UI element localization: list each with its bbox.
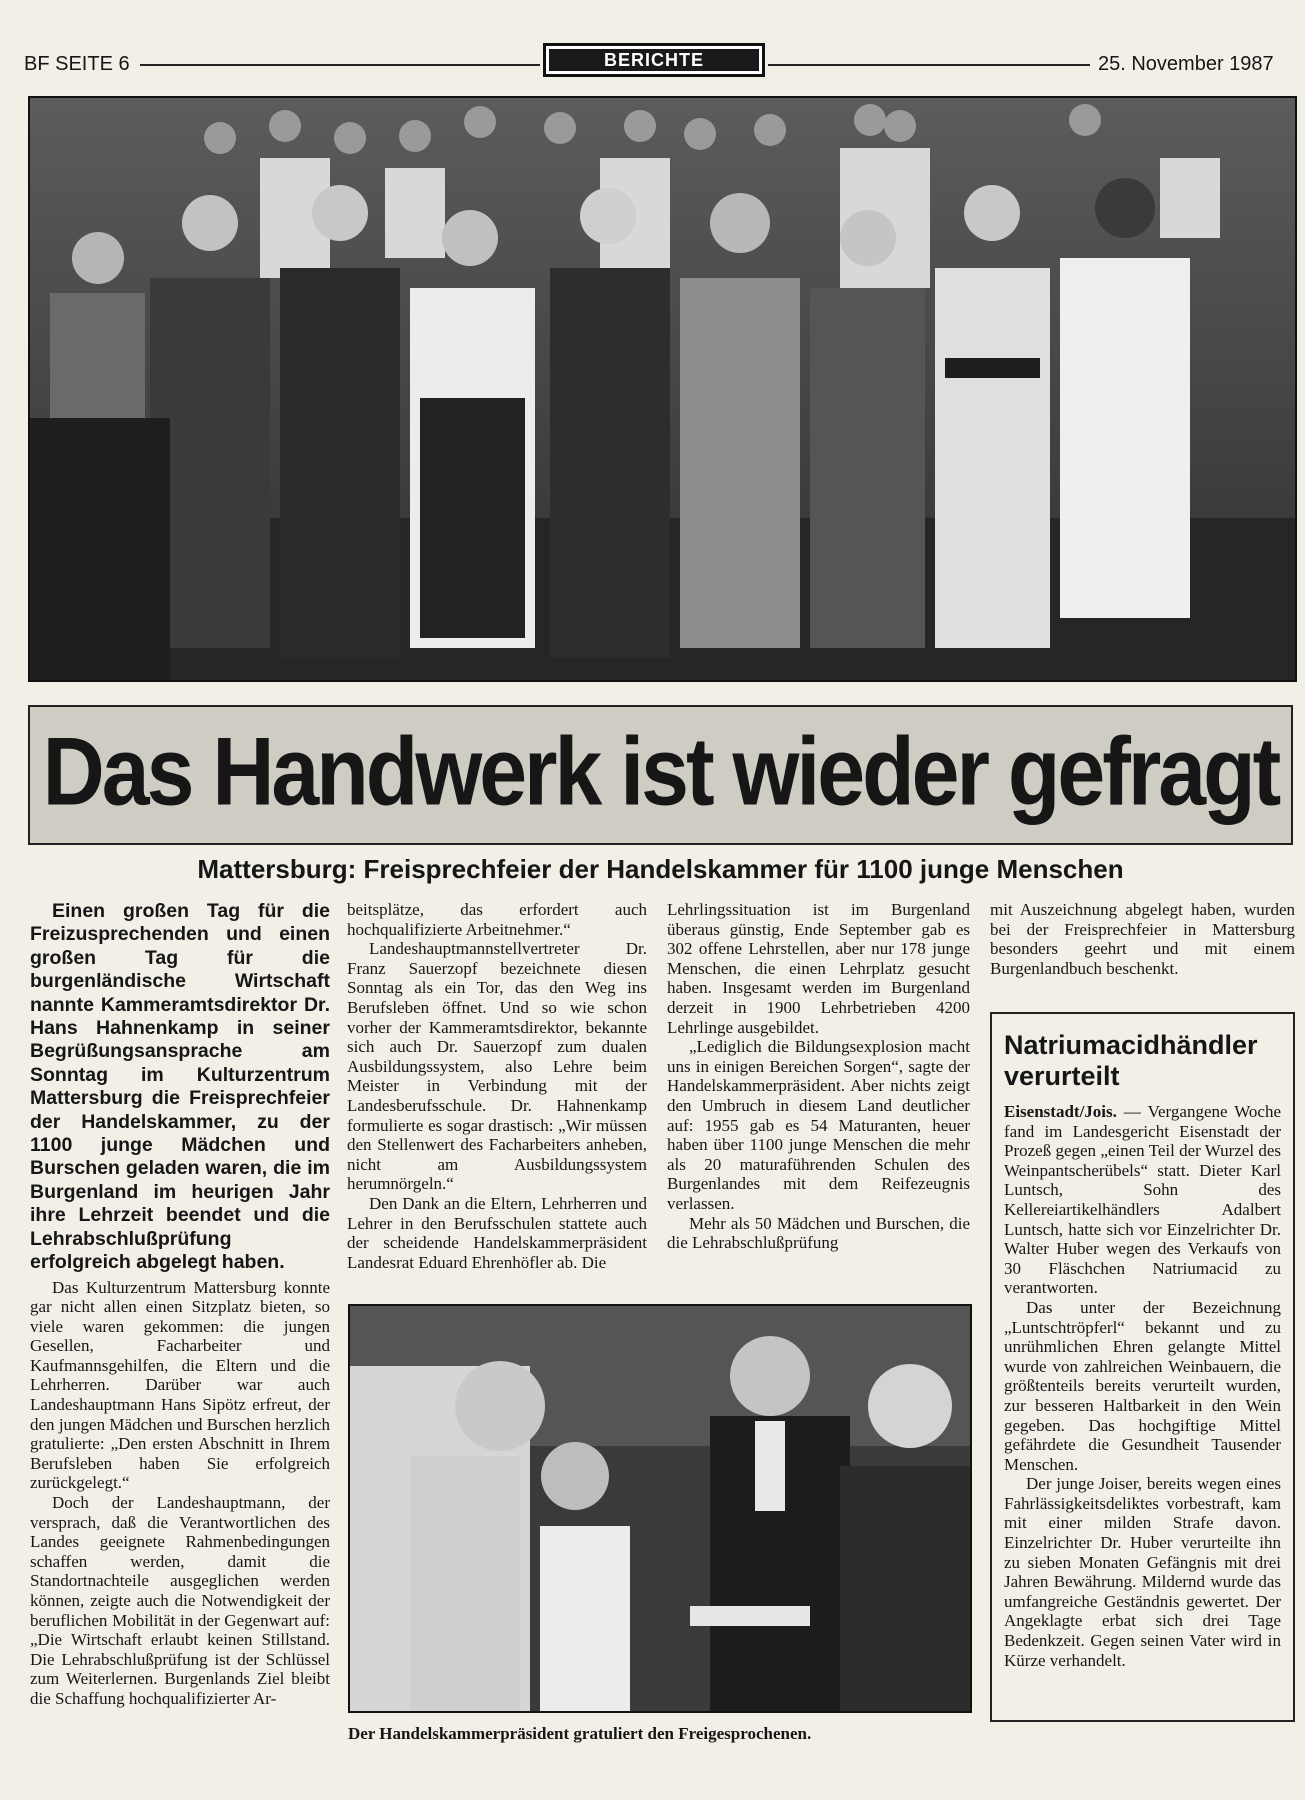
sidebar-paragraph: Das unter der Bezeichnung „Luntschtröpferl“ bekannt und zu unrühmlichen Ehren gelangte Mittel wurde von zahlreichen Weinbauern, die größtenteils bereits verurteilt wurden, zur besseren Haltbarkeit in den Wein gegeben. Das hochgiftige Mittel gefährdete die Gesundheit Tausender Menschen.: [1004, 1297, 1281, 1474]
page-label: BF SEITE 6: [24, 53, 130, 75]
photo-caption: Der Handelskammerpräsident gratuliert den Freigesprochenen.: [348, 1724, 812, 1743]
article-paragraph: Landeshauptmannstellvertreter Dr. Franz Sauerzopf bezeichnete diesen Sonntag als ein Tor, das den Weg ins Berufsleben öffnet. Und so wie schon vorher der Kammeramtsdirektor, bekannte sich auch Dr. Sauerzopf zum dualen Ausbildungssystem, also Lehre beim Meister in Verbindung mit der Landesberufsschule. Dr. Hahnenkamp formulierte es sogar drastisch: „Wir müssen den Stellenwert des Facharbeiters anheben, nicht am Ausbildungssystem herumnörgeln.“: [347, 939, 647, 1194]
article-column-3: [667, 900, 970, 1253]
article-paragraph: Mehr als 50 Mädchen und Burschen, die die Lehrabschlußprüfung: [667, 1213, 970, 1253]
subheadline: Mattersburg: Freisprechfeier der Handelskammer für 1100 junge Menschen: [197, 854, 1124, 884]
headline: Das Handwerk ist wieder gefragt: [42, 718, 1279, 826]
article-column-4: [990, 900, 1295, 978]
issue-date: 25. November 1987: [1098, 53, 1274, 75]
sidebar-title: Natriumacidhändler verurteilt: [1004, 1030, 1258, 1091]
sidebar-paragraph: [1004, 1102, 1281, 1298]
sidebar-paragraph-text: — Vergangene Woche fand im Landesgericht Eisenstadt der Prozeß gegen „einen Teil der Wurzel des Weinpantscherübels“ statt. Dieter Karl Luntsch, Sohn des Kellereiartikelhändlers Adalbert Luntsch, hatte sich vor Einzelrichter Dr. Walter Huber wegen des Verkaufs von 30 Fläschchen Natriumacid zu verantworten.: [1004, 1102, 1282, 1298]
section-label-text: BERICHTE: [549, 49, 759, 71]
article-paragraph: Das Kulturzentrum Mattersburg konnte gar nicht allen einen Sitzplatz bieten, so viele waren gekommen: die jungen Gesellen, Facharbeiter und Kaufmannsgehilfen, die Eltern und die Lehrherren. Darüber war auch Landeshauptmann Hans Sipötz erfreut, der den jungen Mädchen und Burschen herzlich gratulierte: „Den ersten Abschnitt in Ihrem Berufsleben haben Sie erfolgreich zurückgelegt.“: [30, 1277, 330, 1493]
article-paragraph: Lehrlingssituation ist im Burgenland überaus günstig, Ende September gab es 302 offene Lehrstellen, aber nur 178 junge Menschen, die einen Lehrplatz gesucht haben. Insgesamt werden im Burgenland derzeit in 1900 Lehrbetrieben 4200 Lehrlinge ausgebildet.: [667, 900, 970, 1037]
section-label: [543, 43, 765, 77]
article-paragraph: Den Dank an die Eltern, Lehrherren und Lehrer in den Berufsschulen stattete auch der scheidende Handelskammerpräsident Landesrat Eduard Ehrenhöfler ab. Die: [347, 1193, 647, 1272]
award-photo: [348, 1304, 972, 1713]
sidebar-dateline: Eisenstadt/Jois.: [1004, 1102, 1117, 1121]
article-paragraph: Doch der Landeshauptmann, der versprach, daß die Verantwortlichen des Landes geeignete Rahmenbedingungen schaffen werden, damit die Standortnachteile ausgeglichen werden können, zeigte auch die Notwendigkeit der beruflichen Mobilität in der Gegenwart auf: „Die Wirtschaft erlaubt keinen Stillstand. Die Lehrabschlußprüfung ist der Schlüssel zum Weiterlernen. Burgenlands Ziel bleibt die Schaffung hochqualifizierter Ar-: [30, 1493, 330, 1708]
article-lead: Einen großen Tag für die Freizusprechenden und einen großen Tag für die burgenländische Wirtschaft nannte Kammeramtsdirektor Dr. Hans Hahnenkamp in seiner Begrüßungsansprache am Sonntag im Kulturzentrum Mattersburg die Freisprechfeier der Handelskammer, zu der 1100 junge Mädchen und Burschen geladen waren, die im Burgenland im heurigen Jahr ihre Lehrzeit beendet und die Lehrabschlußprüfung erfolgreich abgelegt haben.: [30, 900, 330, 1274]
sidebar-article: [990, 1012, 1295, 1722]
header-rule-left: [140, 64, 540, 66]
article-column-1: [30, 900, 330, 1709]
header-rule-right: [768, 64, 1090, 66]
article-paragraph: „Lediglich die Bildungsexplosion macht uns in einigen Bereichen Sorgen“, sagte der Handelskammerpräsident. Aber nichts zeigt den Umbruch in diesem Land deutlicher auf: 1955 gab es 54 Maturanten, heuer haben über 1100 junge Menschen die mehr als 20 maturaführenden Schulen des Burgenlandes mit dem Reifezeugnis verlassen.: [667, 1037, 970, 1213]
headline-box: [28, 705, 1293, 845]
group-photo: [28, 96, 1297, 682]
sidebar-paragraph: Der junge Joiser, bereits wegen eines Fahrlässigkeitsdeliktes vorbestraft, kam mit einer milden Strafe davon. Einzelrichter Dr. Huber verurteilte ihn zu sieben Monaten Gefängnis mit drei Jahren Bewährung. Mildernd wurde das umfangreiche Geständnis gewertet. Der Angeklagte erbat sich drei Tage Bedenkzeit. Gegen seinen Vater wird in Kürze verhandelt.: [1004, 1474, 1281, 1670]
article-paragraph: beitsplätze, das erfordert auch hochqualifizierte Arbeitnehmer.“: [347, 900, 647, 939]
article-column-2: [347, 900, 647, 1272]
article-paragraph: mit Auszeichnung abgelegt haben, wurden bei der Freisprechfeier in Mattersburg besonders geehrt und mit einem Burgenlandbuch beschenkt.: [990, 900, 1295, 978]
